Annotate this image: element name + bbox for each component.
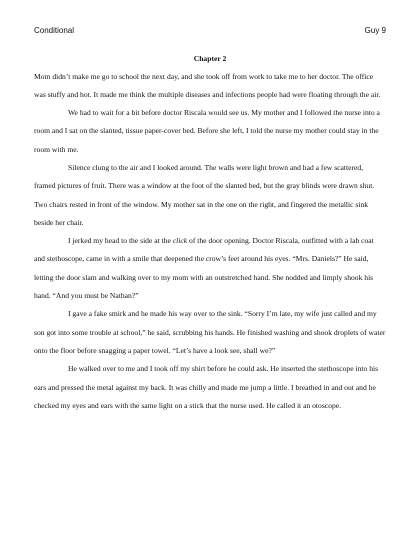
- paragraph-1: Mom didn’t make me go to school the next day, and she took off from work to take me to her doctor. The office was stuffy and hot. It made me think the multiple diseases and infections people had were floating through the air.: [34, 71, 381, 99]
- paragraph-2: We had to wait for a bit before doctor Riscala would see us. My mother and I followed the nurse into a room and I sat on the slanted, tissue paper-cover bed. Before she left, I told the nurse my mother could stay in the room with me.: [34, 108, 380, 154]
- page-number: Guy 9: [364, 26, 386, 35]
- paragraph-4-before: I jerked my head to the side at the: [68, 236, 173, 246]
- chapter-title: Chapter 2: [193, 54, 227, 63]
- paragraph-4-after: of the door opening. Doctor Riscala, outfitted with a lab coat and stethoscope, came in with a smile that deepened the crow’s feet around his eyes. “Mrs. Daniels?” He said, letting the door slam and walking over to my mom with an outstretched hand. She nodded and limply shook his hand. “And you must be Nathan?”: [34, 236, 374, 301]
- paragraph-3: Silence clung to the air and I looked around. The walls were light brown and had a few scattered, framed pictures of fruit. There was a window at the foot of the slanted bed, but the gray blinds were drawn shut. Two chairs rested in front of the window. My mother sat in the one on the right, and fingered the metallic sink beside her chair.: [34, 162, 375, 227]
- emphasized-word: click: [172, 236, 188, 246]
- paragraph-6: He walked over to me and I took off my shirt before he could ask. He inserted the stethoscope into his ears and pressed the metal against my back. It was chilly and made me jump a little. I breathed in and out and he checked my eyes and ears with the same light on a stick that the nurse used. He called it an otoscope.: [34, 364, 379, 410]
- running-title: Conditional: [34, 26, 75, 35]
- document-body: [34, 52, 386, 415]
- paragraph-4: [34, 232, 386, 305]
- page-header: [34, 26, 386, 35]
- paragraph-5: I gave a fake smirk and he made his way over to the sink. “Sorry I’m late, my wife just called and my son got into some trouble at school,” he said, scrubbing his hands. He finished washing and shook droplets of water onto the floor before snagging a paper towel. “Let’s have a look see, shall we?”: [34, 309, 386, 355]
